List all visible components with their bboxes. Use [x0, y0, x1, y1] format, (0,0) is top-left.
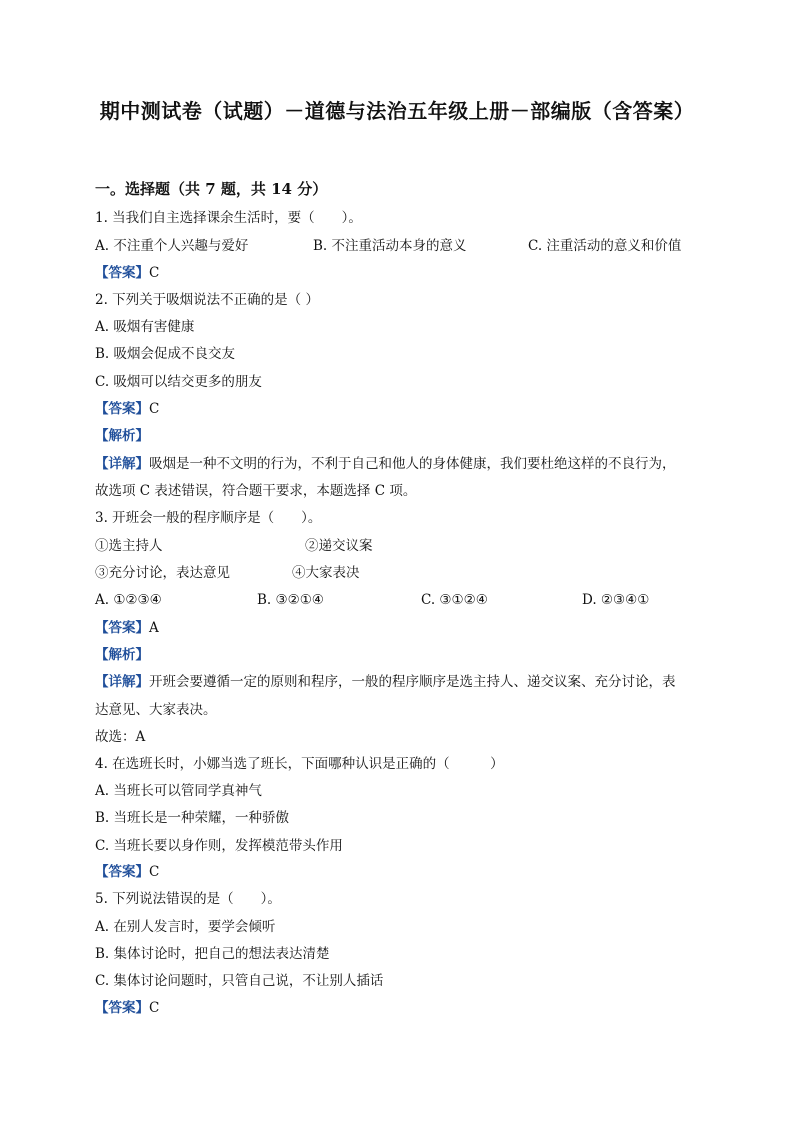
q2-option-c: C. 吸烟可以结交更多的朋友 [95, 374, 262, 390]
analysis-label: 【解析】 [95, 428, 149, 444]
q1-answer [95, 263, 715, 283]
q3-item-2: ②递交议案 [305, 538, 373, 554]
answer-label: 【答案】 [95, 864, 149, 880]
q1-answer-value: C [149, 265, 160, 281]
analysis-label: 【解析】 [95, 647, 149, 663]
q3-item-3: ③充分讨论，表达意见 [95, 565, 230, 581]
q3-option-a: A. ①②③④ [95, 592, 162, 608]
q1-option-a: A. 不注重个人兴趣与爱好 [95, 238, 249, 254]
q3-detail-line1 [95, 672, 715, 692]
q2-option-b: B. 吸烟会促成不良交友 [95, 346, 236, 362]
answer-label: 【答案】 [95, 401, 149, 417]
section-heading: 一。选择题（共 7 题，共 14 分） [95, 180, 328, 198]
q5-option-b: B. 集体讨论时，把自己的想法表达清楚 [95, 946, 330, 962]
detail-label: 【详解】 [95, 456, 149, 472]
q5-answer-value: C [149, 1000, 160, 1016]
q3-item-4: ④大家表决 [292, 565, 360, 581]
q3-analysis-label [95, 645, 715, 665]
answer-label: 【答案】 [95, 620, 149, 636]
q5-answer [95, 998, 715, 1018]
q2-detail-line1 [95, 454, 715, 474]
q3-option-d: D. ②③④① [582, 592, 650, 608]
answer-label: 【答案】 [95, 1000, 149, 1016]
q3-item-1: ①选主持人 [95, 538, 163, 554]
q3-option-c: C. ③①②④ [421, 592, 488, 608]
q3-detail-line2: 达意见、大家表决。 [95, 702, 217, 718]
q4-option-c: C. 当班长要以身作则，发挥模范带头作用 [95, 838, 343, 854]
q4-option-a: A. 当班长可以管同学真神气 [95, 783, 262, 799]
q5-option-c: C. 集体讨论问题时，只管自己说，不让别人插话 [95, 973, 384, 989]
q3-detail-text: 开班会要遵循一定的原则和程序，一般的程序顺序是选主持人、递交议案、充分讨论，表 [149, 674, 676, 690]
q1-option-c: C. 注重活动的意义和价值 [528, 238, 682, 254]
q2-detail-text: 吸烟是一种不文明的行为，不利于自己和他人的身体健康，我们要杜绝这样的不良行为， [149, 456, 676, 472]
q1-stem: 1. 当我们自主选择课余生活时，要（ ）。 [95, 210, 362, 226]
q2-stem: 2. 下列关于吸烟说法不正确的是（ ） [95, 292, 319, 308]
q2-detail-line2: 故选项 C 表述错误，符合题干要求，本题选择 C 项。 [95, 483, 417, 499]
q2-option-a: A. 吸烟有害健康 [95, 319, 195, 335]
q4-option-b: B. 当班长是一种荣耀，一种骄傲 [95, 810, 290, 826]
q4-stem: 4. 在选班长时，小娜当选了班长，下面哪种认识是正确的（ ） [95, 756, 504, 772]
q2-answer-value: C [149, 401, 160, 417]
q5-stem: 5. 下列说法错误的是（ ）。 [95, 891, 281, 907]
q4-answer [95, 862, 715, 882]
q3-conclusion: 故选：A [95, 729, 146, 745]
q3-answer [95, 618, 715, 638]
q2-analysis-label [95, 426, 715, 446]
q3-answer-value: A [149, 620, 159, 636]
q2-answer [95, 399, 715, 419]
q1-option-b: B. 不注重活动本身的意义 [313, 238, 467, 254]
q5-option-a: A. 在别人发言时，要学会倾听 [95, 919, 276, 935]
q3-option-b: B. ③②①④ [257, 592, 324, 608]
answer-label: 【答案】 [95, 265, 149, 281]
q4-answer-value: C [149, 864, 160, 880]
q3-stem: 3. 开班会一般的程序顺序是（ ）。 [95, 510, 322, 526]
detail-label: 【详解】 [95, 674, 149, 690]
page-title: 期中测试卷（试题）－道德与法治五年级上册－部编版（含答案） [99, 99, 695, 123]
